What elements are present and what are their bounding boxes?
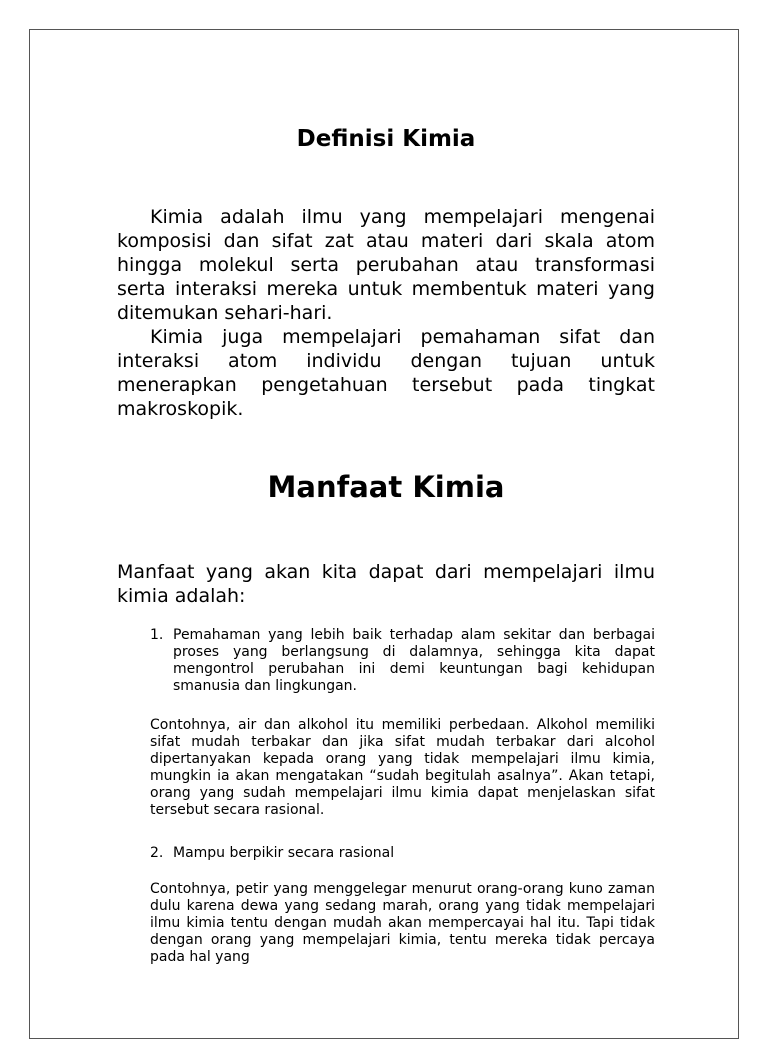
- manfaat-intro-text: Manfaat yang akan kita dapat dari mempelajari ilmu kimia adalah:: [117, 561, 655, 607]
- example-paragraph: Contohnya, petir yang menggelegar menurut orang-orang kuno zaman dulu karena dewa yang sedang marah, orang yang tidak mempelajari ilmu kimia tentu dengan mudah akan mempercayai hal itu. Tapi tidak dengan orang yang mempelajari kimia, tentu mereka tidak percaya pada hal yang: [150, 881, 655, 965]
- list-item-text: Mampu berpikir secara rasional: [173, 845, 395, 861]
- list-item: [150, 845, 655, 862]
- definition-paragraphs: [117, 205, 655, 421]
- document-page: [29, 29, 739, 1039]
- section-title-definisi: Definisi Kimia: [296, 126, 476, 152]
- list-item-number: 1.: [150, 627, 164, 643]
- section-title-manfaat: Manfaat Kimia: [267, 470, 505, 504]
- page-content: [117, 30, 655, 1040]
- list-item: [150, 627, 655, 695]
- definition-paragraph-2: Kimia juga mempelajari pemahaman sifat dan interaksi atom individu dengan tujuan untuk menerapkan pengetahuan tersebut pada tingkat makroskopik.: [117, 326, 655, 420]
- list-item-number: 2.: [150, 845, 164, 861]
- list-item-text: Pemahaman yang lebih baik terhadap alam sekitar dan berbagai proses yang berlangsung di dalamnya, sehingga kita dapat mengontrol perubahan ini demi keuntungan bagi kehidupan smanusia dan lingkungan.: [173, 627, 655, 694]
- definition-paragraph-1: Kimia adalah ilmu yang mempelajari mengenai komposisi dan sifat zat atau materi dari skala atom hingga molekul serta perubahan atau transformasi serta interaksi mereka untuk membentuk materi yang ditemukan sehari-hari.: [117, 206, 655, 324]
- example-paragraph: Contohnya, air dan alkohol itu memiliki perbedaan. Alkohol memiliki sifat mudah terbakar dan jika sifat mudah terbakar dari alcohol dipertanyakan kepada orang yang tidak mempelajari ilmu kimia, mungkin ia akan mengatakan “sudah begitulah asalnya”. Akan tetapi, orang yang sudah mempelajari ilmu kimia dapat menjelaskan sifat tersebut secara rasional.: [150, 717, 655, 818]
